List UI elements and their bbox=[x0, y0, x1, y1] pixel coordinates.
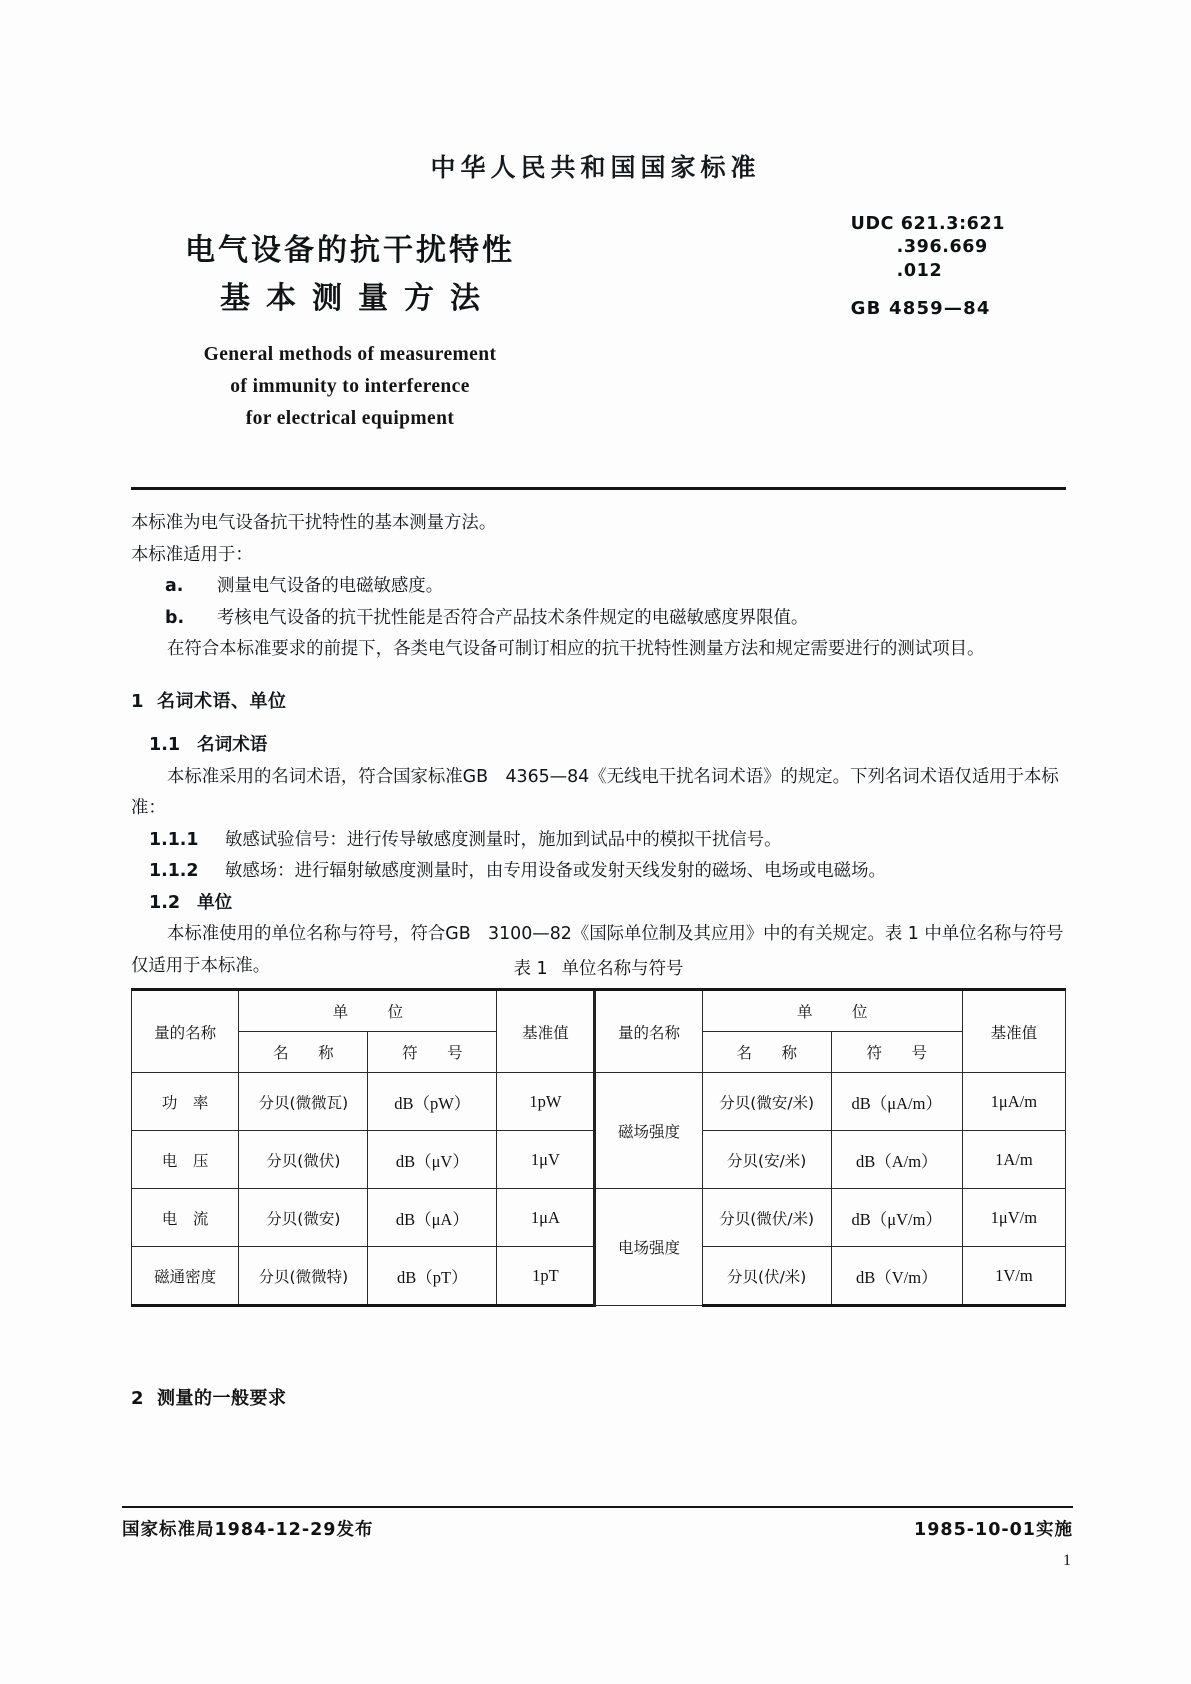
table-header-row-1 bbox=[132, 990, 1066, 1032]
section-1-title: 名词术语、单位 bbox=[157, 690, 287, 712]
section-1-2-title: 单位 bbox=[197, 892, 233, 913]
title-english-line-3: for electrical equipment bbox=[245, 408, 455, 430]
cell-reference: 1A/m bbox=[962, 1131, 1065, 1189]
list-item-b-label: b. bbox=[165, 607, 185, 628]
cell-quantity-group: 磁场强度 bbox=[595, 1073, 702, 1189]
section-1-1-paragraph: 本标准采用的名词术语，符合国家标准GB 4365—84《无线电干扰名词术语》的规定。下列名词术语仅适用于本标准： bbox=[131, 766, 1059, 818]
section-2-number: 2 bbox=[131, 1388, 145, 1409]
list-item-a-text: 测量电气设备的电磁敏感度。 bbox=[217, 576, 444, 596]
section-1-1-1-number: 1.1.1 bbox=[149, 829, 199, 850]
cell-unit-symbol: dB（μV） bbox=[368, 1131, 497, 1189]
table-caption-label: 表 1 bbox=[513, 959, 548, 979]
intro-paragraph-2: 本标准适用于： bbox=[131, 544, 253, 565]
table-row bbox=[132, 1073, 1066, 1131]
header-unit-name-right: 名 称 bbox=[702, 1032, 831, 1073]
section-1-1-title: 名词术语 bbox=[197, 735, 268, 755]
cell-reference: 1μA/m bbox=[962, 1073, 1065, 1131]
title-english-line-1: General methods of measurement bbox=[203, 343, 497, 365]
section-1-1-heading bbox=[131, 730, 1066, 762]
cell-unit-name: 分贝(微伏/米) bbox=[702, 1189, 831, 1247]
units-table-wrap bbox=[131, 988, 1066, 1307]
udc-line-1: UDC 621.3:621 bbox=[850, 214, 1005, 234]
cell-unit-name: 分贝(安/米) bbox=[702, 1131, 831, 1189]
cell-unit-symbol: dB（μA） bbox=[368, 1189, 497, 1247]
header-reference-right: 基准值 bbox=[962, 990, 1065, 1073]
list-item-b-text: 考核电气设备的抗干扰性能是否符合产品技术条件规定的电磁敏感度界限值。 bbox=[217, 607, 809, 628]
cell-unit-symbol: dB（V/m） bbox=[831, 1247, 962, 1306]
cell-quantity: 磁通密度 bbox=[132, 1247, 239, 1306]
udc-block bbox=[851, 213, 1005, 321]
cell-unit-name: 分贝(微安/米) bbox=[702, 1073, 831, 1131]
section-1-1-1 bbox=[131, 825, 1066, 857]
cell-unit-symbol: dB（A/m） bbox=[831, 1131, 962, 1189]
list-item-b bbox=[131, 603, 1066, 635]
cell-reference: 1pT bbox=[497, 1247, 595, 1306]
section-2-heading bbox=[131, 1384, 287, 1410]
header-unit-left: 单 位 bbox=[239, 990, 497, 1032]
header-quantity-left: 量的名称 bbox=[132, 990, 239, 1073]
title-english bbox=[0, 339, 700, 436]
cell-unit-name: 分贝(伏/米) bbox=[702, 1247, 831, 1306]
cell-unit-name: 分贝(微微瓦) bbox=[239, 1073, 368, 1131]
footer-effective: 1985-10-01实施 bbox=[914, 1520, 1073, 1540]
udc-line-2: .396.669 bbox=[896, 237, 988, 258]
cell-reference: 1μA bbox=[497, 1189, 595, 1247]
title-english-line-2: of immunity to interference bbox=[230, 375, 470, 397]
cell-reference: 1V/m bbox=[962, 1247, 1065, 1306]
section-1-1-2 bbox=[131, 856, 1066, 888]
header-quantity-right: 量的名称 bbox=[595, 990, 702, 1073]
cell-unit-symbol: dB（μV/m） bbox=[831, 1189, 962, 1247]
cell-reference: 1μV/m bbox=[962, 1189, 1065, 1247]
section-2-title: 测量的一般要求 bbox=[157, 1388, 287, 1409]
title-chinese-line-2: 基本测量方法 bbox=[220, 281, 496, 317]
section-1-1-2-text: 敏感场：进行辐射敏感度测量时，由专用设备或发射天线发射的磁场、电场或电磁场。 bbox=[225, 861, 886, 881]
cell-quantity: 电 流 bbox=[132, 1189, 239, 1247]
spacer bbox=[131, 717, 1066, 730]
section-1-1-1-text: 敏感试验信号：进行传导敏感度测量时，施加到试品中的模拟干扰信号。 bbox=[225, 829, 782, 850]
cell-unit-name: 分贝(微伏) bbox=[239, 1131, 368, 1189]
table-caption-title: 单位名称与符号 bbox=[561, 959, 684, 979]
header-unit-symbol-left: 符 号 bbox=[368, 1032, 497, 1073]
footer-divider bbox=[122, 1506, 1073, 1508]
title-chinese-line-1: 电气设备的抗干扰特性 bbox=[185, 233, 515, 268]
cell-reference: 1pW bbox=[497, 1073, 595, 1131]
section-1-2-number: 1.2 bbox=[149, 892, 181, 913]
footer-issued: 国家标准局1984-12-29发布 bbox=[122, 1520, 374, 1540]
cell-quantity: 电 压 bbox=[132, 1131, 239, 1189]
page-number: 1 bbox=[1063, 1552, 1071, 1569]
cell-unit-name: 分贝(微安) bbox=[239, 1189, 368, 1247]
header-reference-left: 基准值 bbox=[497, 990, 595, 1073]
section-1-heading bbox=[131, 686, 1066, 718]
table-row bbox=[132, 1189, 1066, 1247]
header-unit-name-left: 名 称 bbox=[239, 1032, 368, 1073]
header-unit-right: 单 位 bbox=[702, 990, 962, 1032]
cell-unit-symbol: dB（pT） bbox=[368, 1247, 497, 1306]
units-table bbox=[131, 988, 1066, 1307]
intro-paragraph-1: 本标准为电气设备抗干扰特性的基本测量方法。 bbox=[131, 513, 497, 533]
section-1-2-heading bbox=[131, 888, 1066, 920]
cell-unit-symbol: dB（μA/m） bbox=[831, 1073, 962, 1131]
section-1-1-2-number: 1.1.2 bbox=[149, 861, 199, 881]
table-caption bbox=[131, 954, 1066, 979]
spacer bbox=[131, 666, 1066, 686]
header-unit-symbol-right: 符 号 bbox=[831, 1032, 962, 1073]
section-1-number: 1 bbox=[131, 690, 145, 712]
udc-line-3: .012 bbox=[896, 260, 943, 281]
section-1-1-number: 1.1 bbox=[149, 735, 181, 755]
cell-reference: 1μV bbox=[497, 1131, 595, 1189]
cell-unit-name: 分贝(微微特) bbox=[239, 1247, 368, 1306]
masthead bbox=[0, 148, 1191, 184]
document-body bbox=[131, 508, 1066, 982]
title-block bbox=[0, 232, 700, 435]
list-item-a bbox=[131, 571, 1066, 603]
intro-paragraph-3: 在符合本标准要求的前提下，各类电气设备可制订相应的抗干扰特性测量方法和规定需要进行的测试项目。 bbox=[167, 639, 985, 659]
cell-quantity: 功 率 bbox=[132, 1073, 239, 1131]
section-1-2-paragraph: 本标准使用的单位名称与符号，符合GB 3100—82《国际单位制及其应用》中的有关规定。表 1 中单位名称与符号仅适用于本标准。 bbox=[131, 924, 1064, 976]
national-standard-heading: 中华人民共和国国家标准 bbox=[430, 153, 761, 182]
header-divider bbox=[131, 487, 1066, 490]
standard-number: GB 4859—84 bbox=[850, 297, 991, 319]
list-item-a-label: a. bbox=[165, 576, 184, 596]
cell-quantity-group: 电场强度 bbox=[595, 1189, 702, 1306]
cell-unit-symbol: dB（pW） bbox=[368, 1073, 497, 1131]
